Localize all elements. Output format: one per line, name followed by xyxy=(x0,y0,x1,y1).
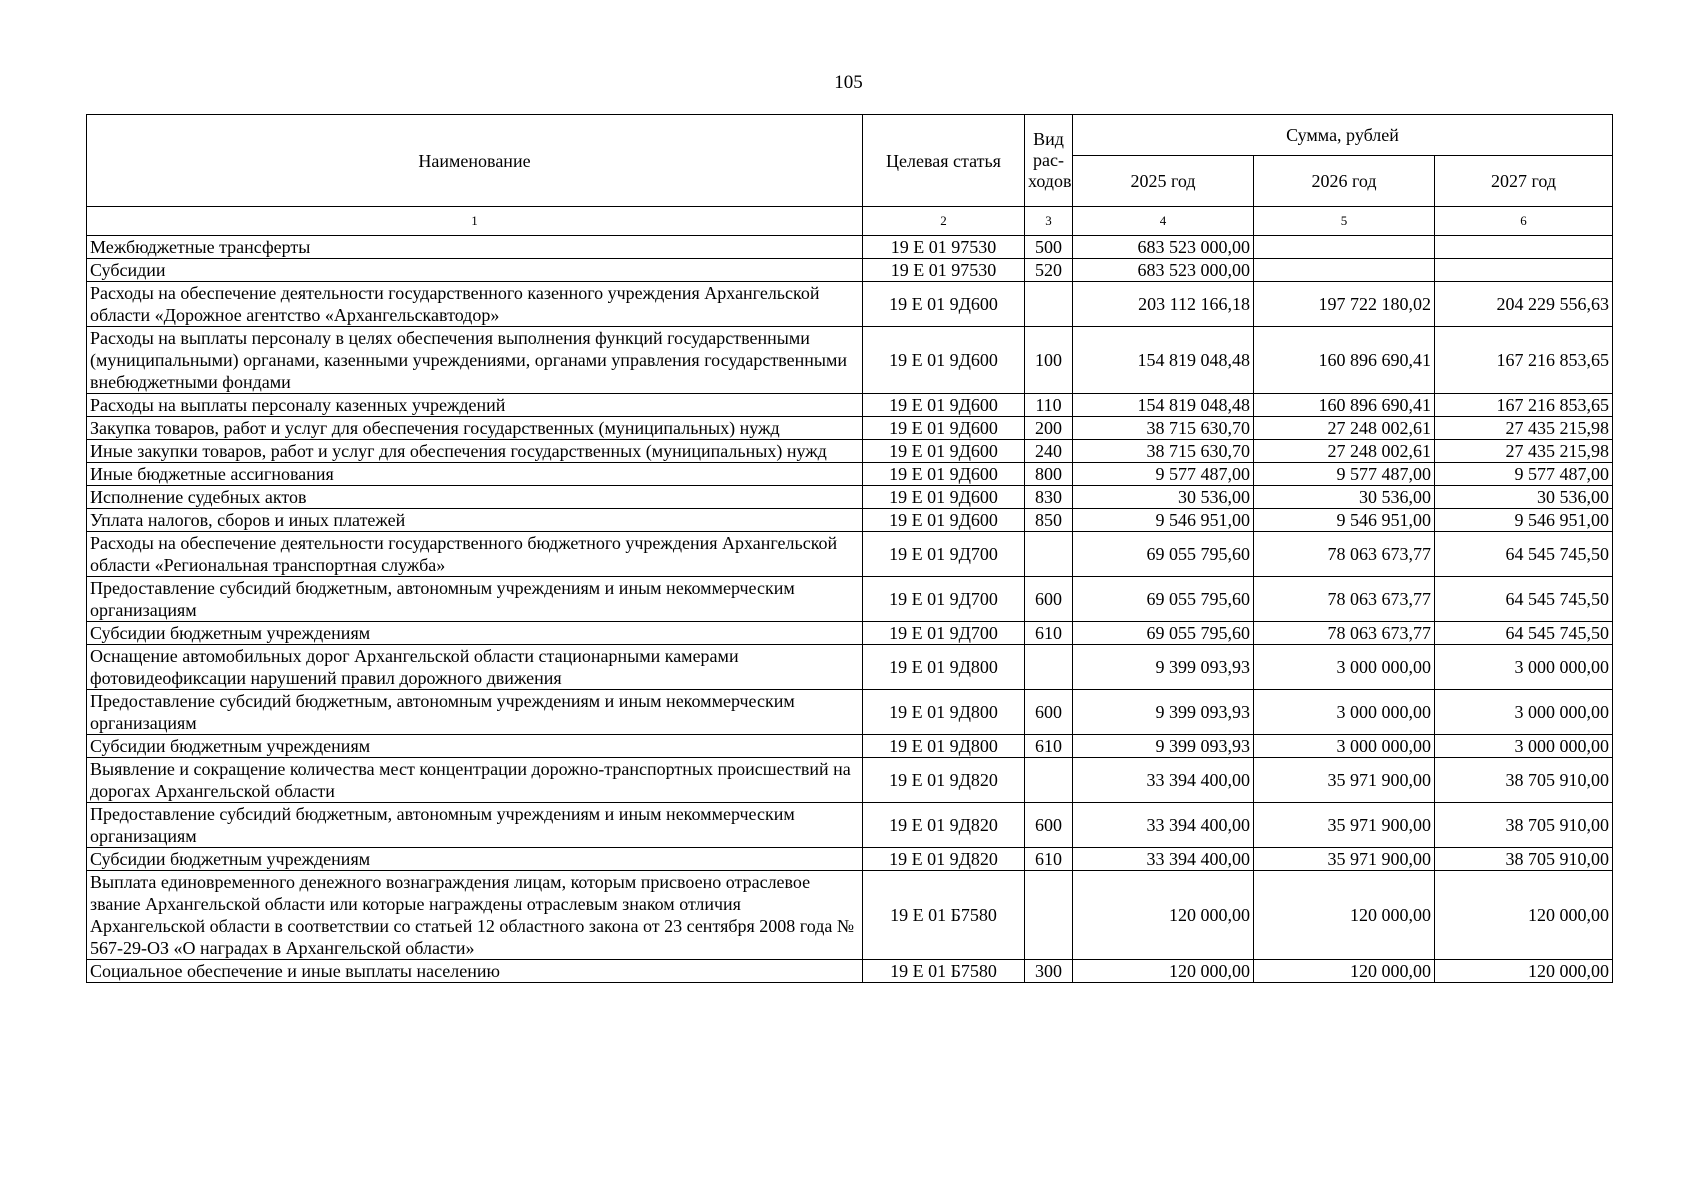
row-sum-2025: 9 577 487,00 xyxy=(1073,463,1254,486)
column-number: 6 xyxy=(1435,207,1613,236)
column-number: 5 xyxy=(1254,207,1435,236)
row-name: Субсидии бюджетным учреждениям xyxy=(87,848,863,871)
row-sum-2027: 38 705 910,00 xyxy=(1435,848,1613,871)
row-expense-type xyxy=(1025,282,1073,327)
row-target-article: 19 Е 01 9Д600 xyxy=(863,486,1025,509)
row-sum-2027: 120 000,00 xyxy=(1435,871,1613,960)
row-sum-2025: 154 819 048,48 xyxy=(1073,394,1254,417)
row-sum-2025: 120 000,00 xyxy=(1073,960,1254,983)
row-expense-type: 240 xyxy=(1025,440,1073,463)
row-sum-2026: 35 971 900,00 xyxy=(1254,803,1435,848)
row-name: Субсидии бюджетным учреждениям xyxy=(87,735,863,758)
row-expense-type: 850 xyxy=(1025,509,1073,532)
row-target-article: 19 Е 01 9Д820 xyxy=(863,803,1025,848)
row-name: Иные бюджетные ассигнования xyxy=(87,463,863,486)
row-sum-2025: 683 523 000,00 xyxy=(1073,236,1254,259)
table-row xyxy=(87,236,1613,259)
row-sum-2026: 120 000,00 xyxy=(1254,960,1435,983)
row-name: Предоставление субсидий бюджетным, автономным учреждениям и иным некоммерческим организациям xyxy=(87,690,863,735)
budget-table xyxy=(86,114,1613,983)
table-row xyxy=(87,440,1613,463)
row-sum-2026: 78 063 673,77 xyxy=(1254,577,1435,622)
row-target-article: 19 Е 01 Б7580 xyxy=(863,960,1025,983)
row-name: Иные закупки товаров, работ и услуг для обеспечения государственных (муниципальных) нужд xyxy=(87,440,863,463)
row-sum-2027: 120 000,00 xyxy=(1435,960,1613,983)
row-sum-2025: 33 394 400,00 xyxy=(1073,758,1254,803)
row-expense-type: 100 xyxy=(1025,327,1073,394)
row-sum-2026: 78 063 673,77 xyxy=(1254,532,1435,577)
row-sum-2025: 69 055 795,60 xyxy=(1073,622,1254,645)
row-target-article: 19 Е 01 9Д820 xyxy=(863,758,1025,803)
header-target: Целевая статья xyxy=(863,115,1025,207)
table-row xyxy=(87,871,1613,960)
header-sum: Сумма, рублей xyxy=(1073,115,1613,156)
row-target-article: 19 Е 01 9Д600 xyxy=(863,327,1025,394)
row-target-article: 19 Е 01 9Д600 xyxy=(863,394,1025,417)
row-name: Исполнение судебных актов xyxy=(87,486,863,509)
row-sum-2026: 30 536,00 xyxy=(1254,486,1435,509)
row-sum-2027: 64 545 745,50 xyxy=(1435,532,1613,577)
row-sum-2026: 27 248 002,61 xyxy=(1254,440,1435,463)
header-year-2026: 2026 год xyxy=(1254,156,1435,207)
header-year-2025: 2025 год xyxy=(1073,156,1254,207)
row-sum-2025: 69 055 795,60 xyxy=(1073,532,1254,577)
table-row xyxy=(87,758,1613,803)
row-target-article: 19 Е 01 9Д600 xyxy=(863,440,1025,463)
row-expense-type: 610 xyxy=(1025,735,1073,758)
row-sum-2026: 9 577 487,00 xyxy=(1254,463,1435,486)
row-sum-2026: 78 063 673,77 xyxy=(1254,622,1435,645)
row-sum-2025: 683 523 000,00 xyxy=(1073,259,1254,282)
table-row xyxy=(87,622,1613,645)
row-expense-type xyxy=(1025,758,1073,803)
row-sum-2027 xyxy=(1435,259,1613,282)
table-row xyxy=(87,645,1613,690)
table-row xyxy=(87,577,1613,622)
row-name: Расходы на обеспечение деятельности государственного казенного учреждения Архангельской области «Дорожное агентство «Архангельскавтодор» xyxy=(87,282,863,327)
row-sum-2027: 27 435 215,98 xyxy=(1435,417,1613,440)
row-sum-2025: 9 399 093,93 xyxy=(1073,735,1254,758)
table-row xyxy=(87,848,1613,871)
row-sum-2025: 33 394 400,00 xyxy=(1073,848,1254,871)
row-sum-2025: 9 546 951,00 xyxy=(1073,509,1254,532)
table-row xyxy=(87,259,1613,282)
table-row xyxy=(87,960,1613,983)
table-row xyxy=(87,735,1613,758)
row-target-article: 19 Е 01 9Д600 xyxy=(863,509,1025,532)
table-row xyxy=(87,532,1613,577)
row-sum-2026: 197 722 180,02 xyxy=(1254,282,1435,327)
row-sum-2025: 38 715 630,70 xyxy=(1073,440,1254,463)
row-sum-2027: 64 545 745,50 xyxy=(1435,622,1613,645)
row-name: Межбюджетные трансферты xyxy=(87,236,863,259)
row-expense-type: 830 xyxy=(1025,486,1073,509)
row-target-article: 19 Е 01 9Д800 xyxy=(863,690,1025,735)
row-expense-type: 300 xyxy=(1025,960,1073,983)
row-sum-2025: 154 819 048,48 xyxy=(1073,327,1254,394)
row-target-article: 19 Е 01 9Д700 xyxy=(863,532,1025,577)
row-expense-type: 610 xyxy=(1025,848,1073,871)
row-sum-2027: 3 000 000,00 xyxy=(1435,645,1613,690)
row-expense-type: 600 xyxy=(1025,803,1073,848)
header-name: Наименование xyxy=(87,115,863,207)
row-sum-2026: 160 896 690,41 xyxy=(1254,394,1435,417)
table-row xyxy=(87,394,1613,417)
row-sum-2026: 3 000 000,00 xyxy=(1254,645,1435,690)
row-sum-2025: 33 394 400,00 xyxy=(1073,803,1254,848)
row-name: Закупка товаров, работ и услуг для обеспечения государственных (муниципальных) нужд xyxy=(87,417,863,440)
row-sum-2025: 9 399 093,93 xyxy=(1073,690,1254,735)
row-name: Расходы на обеспечение деятельности государственного бюджетного учреждения Архангельской области «Региональная транспортная служба» xyxy=(87,532,863,577)
row-sum-2027: 3 000 000,00 xyxy=(1435,690,1613,735)
row-name: Субсидии xyxy=(87,259,863,282)
row-expense-type: 600 xyxy=(1025,690,1073,735)
row-sum-2027 xyxy=(1435,236,1613,259)
row-sum-2026: 27 248 002,61 xyxy=(1254,417,1435,440)
row-target-article: 19 Е 01 9Д600 xyxy=(863,463,1025,486)
row-expense-type: 610 xyxy=(1025,622,1073,645)
row-name: Уплата налогов, сборов и иных платежей xyxy=(87,509,863,532)
table-row xyxy=(87,417,1613,440)
row-sum-2027: 38 705 910,00 xyxy=(1435,803,1613,848)
row-sum-2027: 9 577 487,00 xyxy=(1435,463,1613,486)
row-sum-2025: 38 715 630,70 xyxy=(1073,417,1254,440)
row-name: Расходы на выплаты персоналу в целях обеспечения выполнения функций государственными (муниципальными) органами, казенными учреждениями, органами управления государственными внебюджетными фондами xyxy=(87,327,863,394)
table-row xyxy=(87,803,1613,848)
header-year-2027: 2027 год xyxy=(1435,156,1613,207)
row-target-article: 19 Е 01 97530 xyxy=(863,259,1025,282)
row-sum-2026 xyxy=(1254,259,1435,282)
row-sum-2025: 203 112 166,18 xyxy=(1073,282,1254,327)
table-body xyxy=(87,236,1613,983)
table-row xyxy=(87,690,1613,735)
row-expense-type: 500 xyxy=(1025,236,1073,259)
row-expense-type: 200 xyxy=(1025,417,1073,440)
row-target-article: 19 Е 01 9Д820 xyxy=(863,848,1025,871)
table-row xyxy=(87,509,1613,532)
row-sum-2026: 9 546 951,00 xyxy=(1254,509,1435,532)
row-name: Выявление и сокращение количества мест концентрации дорожно-транспортных происшествий на дорогах Архангельской области xyxy=(87,758,863,803)
column-number: 1 xyxy=(87,207,863,236)
row-sum-2026 xyxy=(1254,236,1435,259)
row-target-article: 19 Е 01 9Д600 xyxy=(863,417,1025,440)
row-name: Социальное обеспечение и иные выплаты населению xyxy=(87,960,863,983)
row-name: Выплата единовременного денежного вознаграждения лицам, которым присвоено отраслевое звание Архангельской области или которые награждены отраслевым знаком отличия Архангельской области в соответствии со статьей 12 областного закона от 23 сентября 2008 года № 567-29-ОЗ «О наградах в Архангельской области» xyxy=(87,871,863,960)
row-target-article: 19 Е 01 Б7580 xyxy=(863,871,1025,960)
row-sum-2025: 69 055 795,60 xyxy=(1073,577,1254,622)
row-target-article: 19 Е 01 97530 xyxy=(863,236,1025,259)
table-row xyxy=(87,327,1613,394)
column-number: 2 xyxy=(863,207,1025,236)
row-sum-2026: 35 971 900,00 xyxy=(1254,758,1435,803)
column-number: 3 xyxy=(1025,207,1073,236)
row-name: Предоставление субсидий бюджетным, автономным учреждениям и иным некоммерческим организациям xyxy=(87,577,863,622)
row-expense-type: 520 xyxy=(1025,259,1073,282)
row-expense-type xyxy=(1025,871,1073,960)
row-name: Расходы на выплаты персоналу казенных учреждений xyxy=(87,394,863,417)
row-sum-2026: 3 000 000,00 xyxy=(1254,735,1435,758)
row-name: Субсидии бюджетным учреждениям xyxy=(87,622,863,645)
row-expense-type xyxy=(1025,532,1073,577)
row-sum-2027: 38 705 910,00 xyxy=(1435,758,1613,803)
row-target-article: 19 Е 01 9Д600 xyxy=(863,282,1025,327)
row-name: Предоставление субсидий бюджетным, автономным учреждениям и иным некоммерческим организациям xyxy=(87,803,863,848)
row-expense-type: 110 xyxy=(1025,394,1073,417)
row-sum-2026: 35 971 900,00 xyxy=(1254,848,1435,871)
row-sum-2025: 120 000,00 xyxy=(1073,871,1254,960)
row-sum-2026: 3 000 000,00 xyxy=(1254,690,1435,735)
row-sum-2027: 3 000 000,00 xyxy=(1435,735,1613,758)
row-expense-type: 600 xyxy=(1025,577,1073,622)
row-sum-2027: 30 536,00 xyxy=(1435,486,1613,509)
row-sum-2027: 204 229 556,63 xyxy=(1435,282,1613,327)
page-number: 105 xyxy=(834,72,863,93)
row-sum-2027: 64 545 745,50 xyxy=(1435,577,1613,622)
row-sum-2027: 167 216 853,65 xyxy=(1435,394,1613,417)
row-target-article: 19 Е 01 9Д800 xyxy=(863,645,1025,690)
header-vid: Вид рас-ходов xyxy=(1025,115,1073,207)
table-row xyxy=(87,486,1613,509)
column-number: 4 xyxy=(1073,207,1254,236)
row-sum-2027: 27 435 215,98 xyxy=(1435,440,1613,463)
row-sum-2026: 120 000,00 xyxy=(1254,871,1435,960)
row-name: Оснащение автомобильных дорог Архангельской области стационарными камерами фотовидеофиксации нарушений правил дорожного движения xyxy=(87,645,863,690)
table-row xyxy=(87,282,1613,327)
row-target-article: 19 Е 01 9Д800 xyxy=(863,735,1025,758)
row-expense-type xyxy=(1025,645,1073,690)
row-sum-2026: 160 896 690,41 xyxy=(1254,327,1435,394)
row-target-article: 19 Е 01 9Д700 xyxy=(863,622,1025,645)
row-sum-2027: 167 216 853,65 xyxy=(1435,327,1613,394)
row-sum-2025: 30 536,00 xyxy=(1073,486,1254,509)
row-sum-2027: 9 546 951,00 xyxy=(1435,509,1613,532)
row-target-article: 19 Е 01 9Д700 xyxy=(863,577,1025,622)
row-expense-type: 800 xyxy=(1025,463,1073,486)
row-sum-2025: 9 399 093,93 xyxy=(1073,645,1254,690)
table-row xyxy=(87,463,1613,486)
